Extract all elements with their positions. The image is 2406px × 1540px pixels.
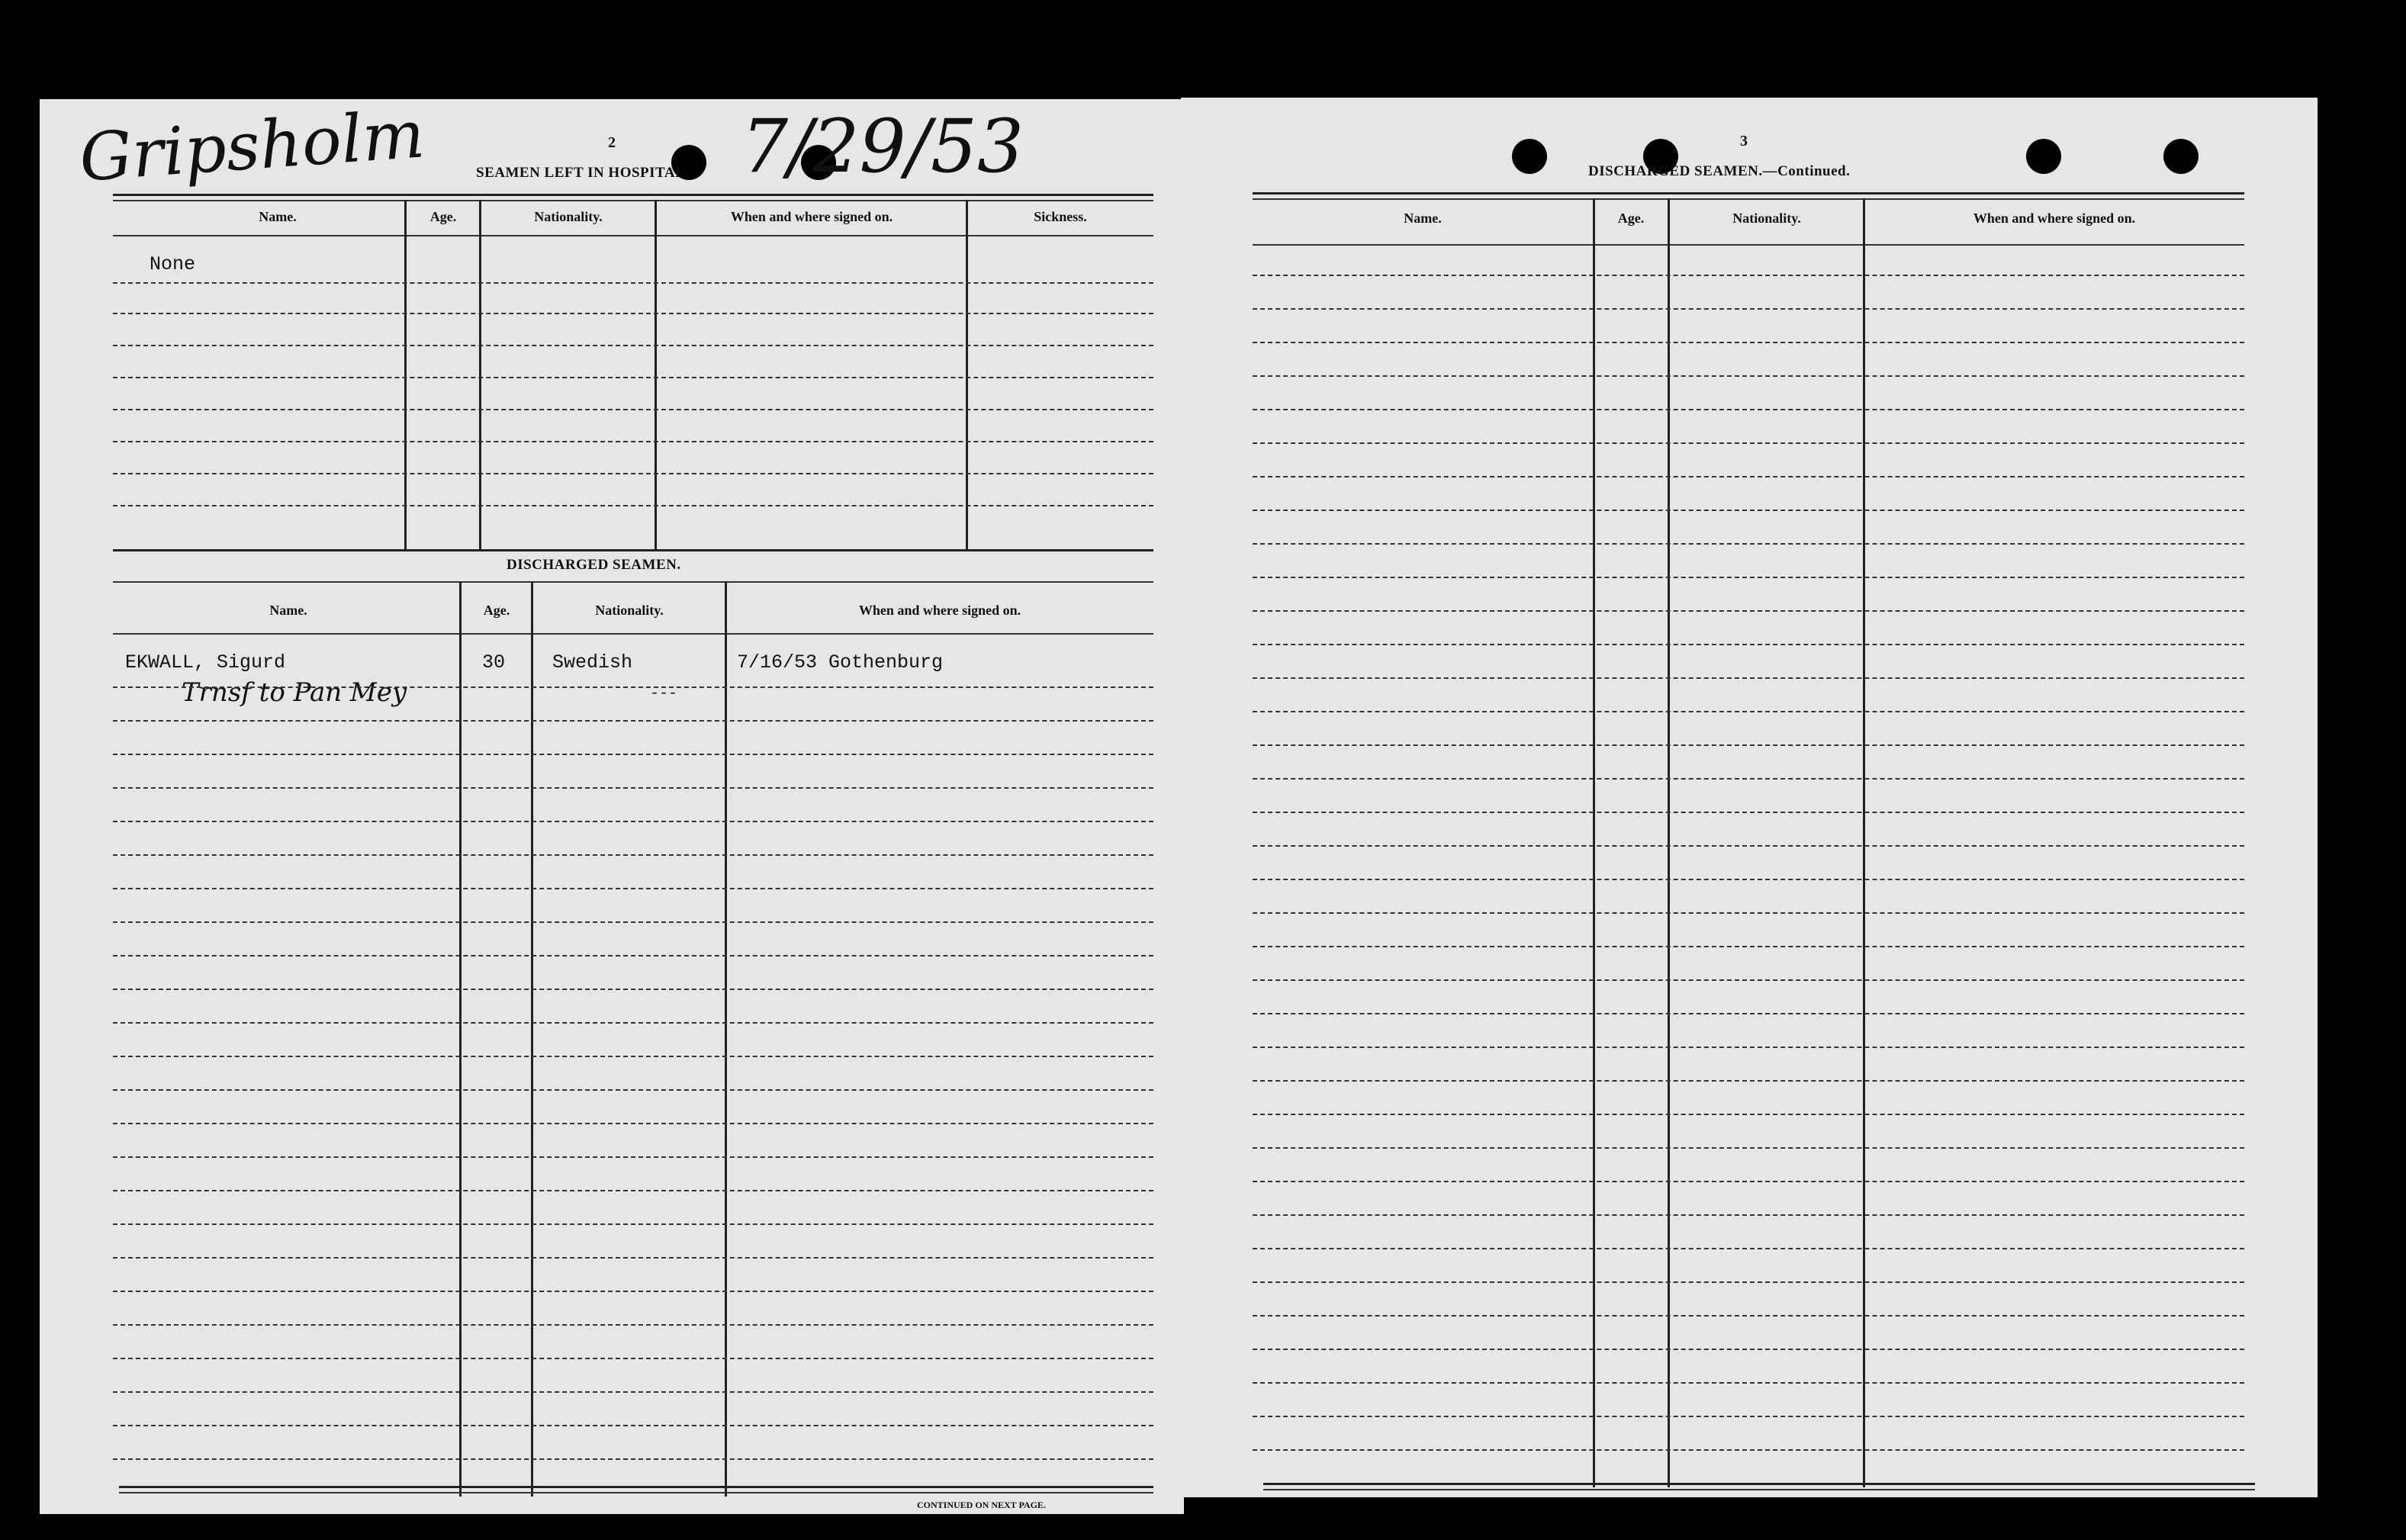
continued-col-nationality: Nationality. [1732,211,1801,226]
punch-hole [2026,139,2061,174]
ditto-mark: --- [650,685,678,702]
discharged-col-name: Name. [269,603,307,618]
punch-hole [2163,139,2199,174]
handwritten-transfer-note: Trnsf to Pan Mey [182,677,407,708]
hospital-entry: None [150,253,196,275]
page-number: 2 [608,134,616,151]
continued-col-name: Name. [1404,211,1442,226]
discharged-col-nationality: Nationality. [595,603,664,618]
discharged-section-title: DISCHARGED SEAMEN. [507,557,681,573]
hospital-col-signed-on: When and where signed on. [730,209,893,224]
continued-col-age: Age. [1617,211,1645,226]
handwritten-ship-name: Gripsholm [77,96,427,197]
discharged-col-signed-on: When and where signed on. [858,603,1021,618]
page-number: 3 [1740,133,1748,149]
continued-col-signed-on: When and where signed on. [1973,211,2136,226]
discharged-col-age: Age. [483,603,510,618]
hospital-section-title: SEAMEN LEFT IN HOSPITAL. [476,165,690,181]
hospital-col-sickness: Sickness. [1034,209,1087,224]
continued-footer: CONTINUED ON NEXT PAGE. [917,1500,1046,1510]
left-page [40,96,1184,1514]
handwritten-date: 7/29/53 [741,104,1024,189]
seaman-signed-on: 7/16/53 Gothenburg [737,651,944,674]
hospital-col-age: Age. [429,209,457,224]
punch-hole [1512,139,1547,174]
seaman-age: 30 [482,651,506,674]
seaman-nationality: Swedish [552,651,633,674]
discharged-continued-title: DISCHARGED SEAMEN.—Continued. [1588,163,1851,179]
right-page [1181,98,2318,1497]
hospital-col-name: Name. [259,209,297,224]
hospital-col-nationality: Nationality. [534,209,603,224]
seaman-name: EKWALL, Sigurd [125,651,286,674]
